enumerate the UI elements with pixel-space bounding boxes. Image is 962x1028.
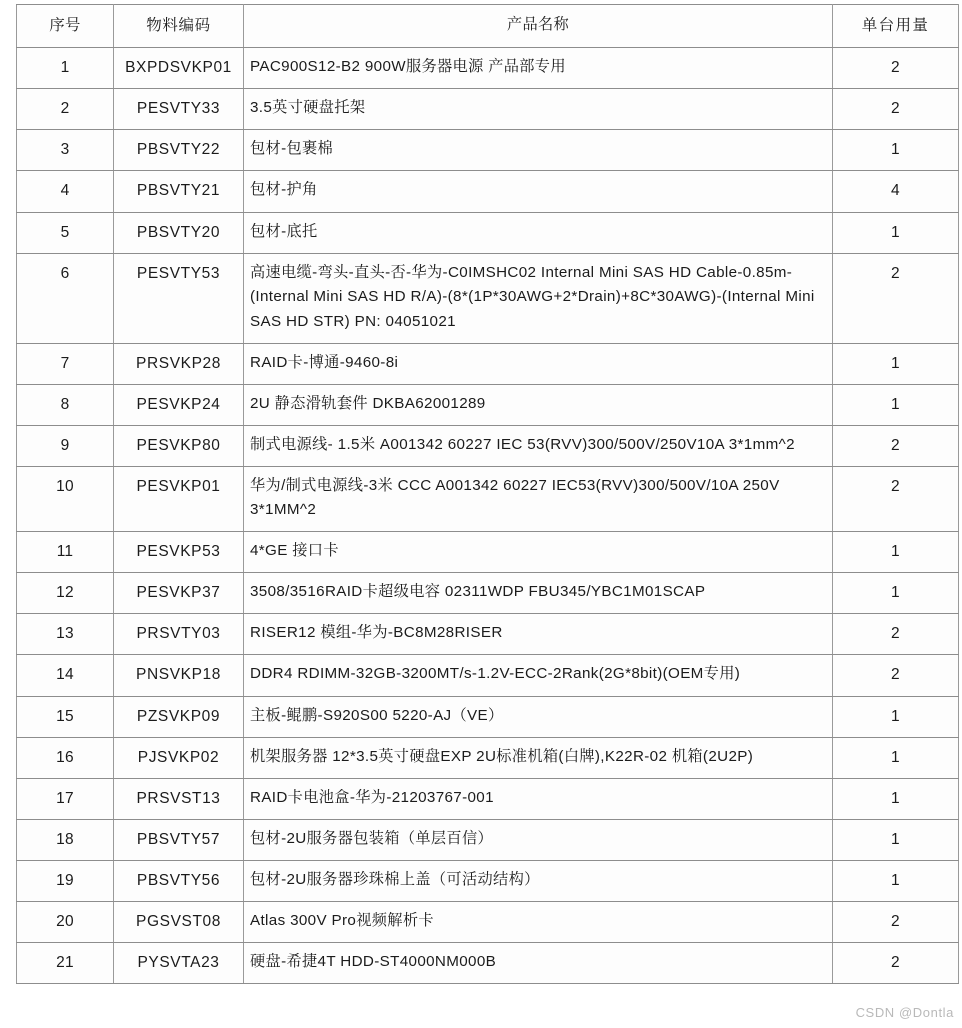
table-row xyxy=(17,384,959,425)
row-qty-cell xyxy=(833,860,959,901)
row-material-code: PRSVST13 xyxy=(136,789,221,807)
row-qty: 2 xyxy=(891,625,900,643)
row-material-code: PESVKP80 xyxy=(136,436,221,454)
row-material-code: PBSVTY56 xyxy=(136,871,221,889)
row-product-name-cell xyxy=(244,89,833,130)
row-material-code-cell xyxy=(114,655,244,696)
table-row xyxy=(17,902,959,943)
row-product-name: 制式电源线- 1.5米 A001342 60227 IEC 53(RVV)300/500V/250V10A 3*1mm^2 xyxy=(250,435,795,453)
row-product-name: RAID卡-博通-9460-8i xyxy=(250,353,399,371)
row-qty: 1 xyxy=(891,223,900,241)
row-product-name-cell xyxy=(244,943,833,984)
row-product-name: DDR4 RDIMM-32GB-3200MT/s-1.2V-ECC-2Rank(2G*8bit)(OEM专用) xyxy=(250,665,741,683)
table-row xyxy=(17,466,959,531)
row-qty-cell xyxy=(833,89,959,130)
row-qty-cell xyxy=(833,532,959,573)
row-qty-cell xyxy=(833,130,959,171)
row-seq-cell xyxy=(17,614,114,655)
row-product-name: Atlas 300V Pro视频解析卡 xyxy=(250,912,434,930)
column-header-material-code-label: 物料编码 xyxy=(146,17,211,34)
table-row xyxy=(17,48,959,89)
table-row xyxy=(17,253,959,343)
table-header-row xyxy=(17,5,959,48)
row-qty: 2 xyxy=(891,436,900,454)
row-product-name-cell xyxy=(244,130,833,171)
row-product-name-cell xyxy=(244,48,833,89)
row-qty: 2 xyxy=(891,913,900,931)
table-header xyxy=(17,5,959,48)
row-material-code-cell xyxy=(114,819,244,860)
row-product-name: 2U 静态滑轨套件 DKBA62001289 xyxy=(250,394,486,412)
row-material-code-cell xyxy=(114,614,244,655)
row-material-code-cell xyxy=(114,343,244,384)
row-product-name-cell xyxy=(244,737,833,778)
row-qty-cell xyxy=(833,425,959,466)
row-material-code: PESVTY33 xyxy=(136,100,221,118)
row-qty-cell xyxy=(833,384,959,425)
row-seq: 17 xyxy=(56,789,74,807)
row-product-name-cell xyxy=(244,614,833,655)
row-material-code-cell xyxy=(114,466,244,531)
row-material-code: PZSVKP09 xyxy=(136,707,221,725)
row-product-name-cell xyxy=(244,778,833,819)
row-seq: 20 xyxy=(56,913,74,931)
row-seq-cell xyxy=(17,171,114,212)
row-product-name: 包材-护角 xyxy=(250,181,318,199)
row-seq: 8 xyxy=(60,395,70,413)
row-product-name-cell xyxy=(244,655,833,696)
row-seq: 6 xyxy=(60,264,70,282)
row-product-name: 高速电缆-弯头-直头-否-华为-C0IMSHC02 Internal Mini SAS HD Cable-0.85m-(Internal Mini SAS HD R/A)-(8*(1P*30AWG+2*Drain)+8C*30AWG)-(Internal Mini SAS HD STR) PN: 04051021 xyxy=(250,263,815,330)
row-seq-cell xyxy=(17,819,114,860)
row-material-code-cell xyxy=(114,89,244,130)
row-material-code: PNSVKP18 xyxy=(136,666,221,684)
row-material-code-cell xyxy=(114,737,244,778)
row-material-code: PRSVKP28 xyxy=(136,354,221,372)
row-seq: 12 xyxy=(56,584,74,602)
row-qty-cell xyxy=(833,48,959,89)
row-material-code: PBSVTY22 xyxy=(136,141,221,159)
row-product-name-cell xyxy=(244,860,833,901)
table-row xyxy=(17,89,959,130)
table-row xyxy=(17,343,959,384)
table-row xyxy=(17,532,959,573)
column-header-qty-per-unit xyxy=(833,5,959,48)
row-seq-cell xyxy=(17,466,114,531)
table-row xyxy=(17,212,959,253)
column-header-seq xyxy=(17,5,114,48)
table-row xyxy=(17,943,959,984)
row-seq: 1 xyxy=(60,59,70,77)
row-material-code-cell xyxy=(114,425,244,466)
row-material-code-cell xyxy=(114,130,244,171)
row-material-code: PRSVTY03 xyxy=(136,625,221,643)
row-material-code: PESVKP01 xyxy=(136,477,221,495)
row-qty-cell xyxy=(833,902,959,943)
row-seq: 14 xyxy=(56,666,74,684)
row-material-code-cell xyxy=(114,48,244,89)
row-product-name: 包材-2U服务器包装箱（单层百信） xyxy=(250,829,494,847)
row-qty: 2 xyxy=(891,100,900,118)
row-product-name: 硬盘-希捷4T HDD-ST4000NM000B xyxy=(250,953,497,971)
row-product-name: PAC900S12-B2 900W服务器电源 产品部专用 xyxy=(250,58,566,76)
table-row xyxy=(17,425,959,466)
row-seq-cell xyxy=(17,343,114,384)
row-qty: 1 xyxy=(891,707,900,725)
row-product-name: RISER12 模组-华为-BC8M28RISER xyxy=(250,624,503,642)
row-seq-cell xyxy=(17,425,114,466)
row-product-name: 机架服务器 12*3.5英寸硬盘EXP 2U标准机箱(白牌),K22R-02 机箱(2U2P) xyxy=(250,747,754,765)
row-qty: 1 xyxy=(891,584,900,602)
row-seq: 7 xyxy=(60,354,70,372)
column-header-seq-label: 序号 xyxy=(49,17,81,34)
row-qty: 2 xyxy=(891,477,900,495)
row-product-name-cell xyxy=(244,384,833,425)
row-material-code: PBSVTY21 xyxy=(136,182,221,200)
row-qty-cell xyxy=(833,253,959,343)
row-qty: 2 xyxy=(891,264,900,282)
row-qty: 2 xyxy=(891,59,900,77)
row-product-name-cell xyxy=(244,253,833,343)
row-qty: 1 xyxy=(891,830,900,848)
row-qty: 1 xyxy=(891,543,900,561)
row-material-code-cell xyxy=(114,253,244,343)
row-qty-cell xyxy=(833,655,959,696)
row-material-code: PGSVST08 xyxy=(136,913,221,931)
row-product-name: 4*GE 接口卡 xyxy=(250,542,339,560)
row-qty-cell xyxy=(833,614,959,655)
table-row xyxy=(17,819,959,860)
table-row xyxy=(17,130,959,171)
row-seq-cell xyxy=(17,48,114,89)
row-product-name: 华为/制式电源线-3米 CCC A001342 60227 IEC53(RVV)300/500V/10A 250V 3*1MM^2 xyxy=(250,476,780,519)
row-qty: 1 xyxy=(891,789,900,807)
row-seq-cell xyxy=(17,778,114,819)
row-material-code: PESVTY53 xyxy=(136,264,221,282)
row-seq-cell xyxy=(17,532,114,573)
row-seq: 10 xyxy=(56,477,74,495)
row-material-code-cell xyxy=(114,860,244,901)
row-material-code-cell xyxy=(114,212,244,253)
row-product-name-cell xyxy=(244,573,833,614)
column-header-qty-per-unit-label: 单台用量 xyxy=(861,17,930,34)
row-material-code: PBSVTY57 xyxy=(136,830,221,848)
row-product-name: 包材-包裹棉 xyxy=(250,140,334,158)
watermark: CSDN @Dontla xyxy=(855,1005,954,1020)
row-product-name-cell xyxy=(244,819,833,860)
row-seq: 13 xyxy=(56,625,74,643)
row-qty: 1 xyxy=(891,871,900,889)
row-qty-cell xyxy=(833,737,959,778)
row-seq-cell xyxy=(17,89,114,130)
row-material-code-cell xyxy=(114,171,244,212)
row-qty: 4 xyxy=(891,182,900,200)
row-seq: 15 xyxy=(56,707,74,725)
row-qty: 1 xyxy=(891,354,900,372)
column-header-product-name-label: 产品名称 xyxy=(506,16,570,33)
row-product-name-cell xyxy=(244,532,833,573)
row-qty-cell xyxy=(833,696,959,737)
row-product-name: 主板-鲲鹏-S920S00 5220-AJ（VE） xyxy=(250,706,504,724)
row-seq-cell xyxy=(17,130,114,171)
row-material-code-cell xyxy=(114,778,244,819)
row-seq: 4 xyxy=(60,182,70,200)
row-product-name-cell xyxy=(244,902,833,943)
row-material-code-cell xyxy=(114,532,244,573)
table-row xyxy=(17,655,959,696)
row-material-code-cell xyxy=(114,573,244,614)
row-material-code: PESVKP24 xyxy=(136,395,221,413)
table-body xyxy=(17,48,959,984)
row-seq-cell xyxy=(17,902,114,943)
row-product-name: RAID卡电池盒-华为-21203767-001 xyxy=(250,788,494,806)
row-product-name-cell xyxy=(244,696,833,737)
row-seq: 5 xyxy=(60,223,70,241)
row-qty: 1 xyxy=(891,141,900,159)
column-header-product-name xyxy=(244,5,833,48)
row-seq: 9 xyxy=(60,436,70,454)
row-product-name-cell xyxy=(244,171,833,212)
row-material-code-cell xyxy=(114,384,244,425)
row-qty: 1 xyxy=(891,748,900,766)
table-row xyxy=(17,171,959,212)
row-seq-cell xyxy=(17,943,114,984)
row-seq-cell xyxy=(17,384,114,425)
table-row xyxy=(17,696,959,737)
row-qty-cell xyxy=(833,573,959,614)
row-seq-cell xyxy=(17,253,114,343)
table-row xyxy=(17,573,959,614)
row-product-name-cell xyxy=(244,212,833,253)
row-seq: 21 xyxy=(56,954,74,972)
row-seq: 19 xyxy=(56,871,74,889)
row-material-code-cell xyxy=(114,943,244,984)
row-material-code-cell xyxy=(114,696,244,737)
row-seq: 2 xyxy=(60,100,70,118)
row-seq-cell xyxy=(17,860,114,901)
bill-of-materials-table xyxy=(16,4,959,984)
table-row xyxy=(17,737,959,778)
row-material-code-cell xyxy=(114,902,244,943)
row-qty-cell xyxy=(833,466,959,531)
row-seq-cell xyxy=(17,212,114,253)
row-product-name: 包材-底托 xyxy=(250,222,318,240)
row-seq-cell xyxy=(17,737,114,778)
row-material-code: PJSVKP02 xyxy=(137,748,220,766)
row-material-code: PYSVTA23 xyxy=(137,954,220,972)
row-seq-cell xyxy=(17,696,114,737)
row-material-code: PESVKP37 xyxy=(136,584,221,602)
row-product-name-cell xyxy=(244,425,833,466)
row-product-name-cell xyxy=(244,343,833,384)
row-product-name-cell xyxy=(244,466,833,531)
row-product-name: 3508/3516RAID卡超级电容 02311WDP FBU345/YBC1M01SCAP xyxy=(250,583,706,601)
row-qty-cell xyxy=(833,943,959,984)
row-qty-cell xyxy=(833,343,959,384)
row-material-code: PBSVTY20 xyxy=(136,223,221,241)
row-qty: 2 xyxy=(891,666,900,684)
row-seq: 3 xyxy=(60,141,70,159)
table-row xyxy=(17,860,959,901)
row-product-name: 3.5英寸硬盘托架 xyxy=(250,99,366,117)
row-qty-cell xyxy=(833,819,959,860)
row-seq: 16 xyxy=(56,748,74,766)
row-qty-cell xyxy=(833,171,959,212)
row-seq-cell xyxy=(17,573,114,614)
row-qty: 1 xyxy=(891,395,900,413)
column-header-material-code xyxy=(114,5,244,48)
table-row xyxy=(17,778,959,819)
table-row xyxy=(17,614,959,655)
row-seq: 18 xyxy=(56,830,74,848)
row-qty: 2 xyxy=(891,954,900,972)
row-product-name: 包材-2U服务器珍珠棉上盖（可活动结构） xyxy=(250,870,540,888)
row-material-code: PESVKP53 xyxy=(136,543,221,561)
row-qty-cell xyxy=(833,778,959,819)
row-seq: 11 xyxy=(56,543,74,561)
row-qty-cell xyxy=(833,212,959,253)
row-material-code: BXPDSVKP01 xyxy=(125,59,232,77)
row-seq-cell xyxy=(17,655,114,696)
